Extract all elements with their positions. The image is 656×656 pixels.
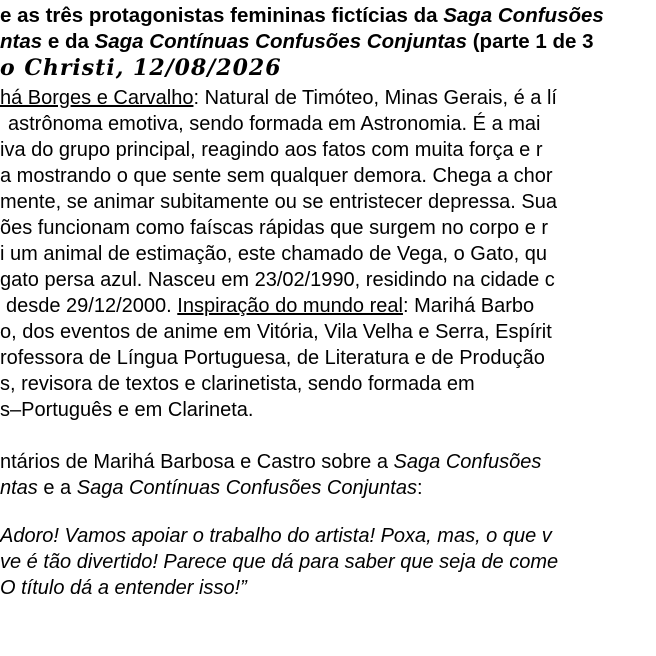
comments-saga-name-2: Saga Contínuas Confusões Conjuntas: [76, 477, 417, 499]
inspiration-label: Inspiração do mundo real: [177, 295, 403, 317]
title-saga-name-2: Saga Contínuas Confusões Conjuntas: [94, 30, 468, 53]
body-line-3: iva do grupo principal, reagindo aos fatos com muita força e r: [0, 139, 543, 161]
body-text: : Natural de Timóteo, Minas Gerais, é a lí: [193, 87, 557, 109]
comments-text: :: [416, 477, 423, 499]
body-line-7: i um animal de estimação, este chamado de Vega, o Gato, qu: [0, 243, 547, 265]
body-line-9: [6, 294, 534, 318]
body-line-6: ões funcionam como faíscas rápidas que surgem no corpo e r: [0, 217, 549, 239]
title-part-indicator: (parte 1 de 3: [467, 30, 594, 53]
body-line-13: s–Português e em Clarineta.: [0, 399, 254, 421]
comments-saga-name: Saga Confusões: [393, 451, 542, 473]
quote-line-1: Adoro! Vamos apoiar o trabalho do artista! Poxa, mas, o que v: [0, 525, 552, 547]
title-line-1: [0, 4, 604, 28]
comments-text: ntários de Marihá Barbosa e Castro sobre a: [0, 451, 394, 473]
title-line-2: [0, 30, 594, 54]
comments-heading-line-1: [0, 450, 541, 474]
body-text: desde 29/12/2000.: [6, 295, 178, 317]
body-text: : Marihá Barbo: [402, 295, 535, 317]
body-line-1: [0, 86, 557, 110]
author-date-byline: o Christi, 12/08/2026: [0, 55, 282, 81]
comments-text: e a: [37, 477, 77, 499]
body-line-4: a mostrando o que sente sem qualquer demora. Chega a chor: [0, 165, 553, 187]
character-name: há Borges e Carvalho: [0, 87, 194, 109]
title-saga-fragment: ntas: [0, 30, 43, 53]
body-line-5: mente, se animar subitamente ou se entristecer depressa. Sua: [0, 191, 557, 213]
body-line-10: o, dos eventos de anime em Vitória, Vila Velha e Serra, Espírit: [0, 321, 552, 343]
title-text: e da: [42, 30, 95, 53]
title-text: e as três protagonistas femininas fictícias da: [0, 4, 444, 27]
body-line-8: gato persa azul. Nasceu em 23/02/1990, residindo na cidade c: [0, 269, 555, 291]
comments-heading-line-2: [0, 476, 423, 500]
body-line-2: astrônoma emotiva, sendo formada em Astronomia. É a mai: [8, 113, 541, 135]
title-saga-name: Saga Confusões: [443, 4, 604, 27]
quote-line-3: O título dá a entender isso!”: [0, 577, 247, 599]
body-line-12: s, revisora de textos e clarinetista, sendo formada em: [0, 373, 475, 395]
comments-saga-fragment: ntas: [0, 477, 38, 499]
body-line-11: rofessora de Língua Portuguesa, de Literatura e de Produção: [0, 347, 545, 369]
quote-line-2: ve é tão divertido! Parece que dá para saber que seja de come: [0, 551, 559, 573]
